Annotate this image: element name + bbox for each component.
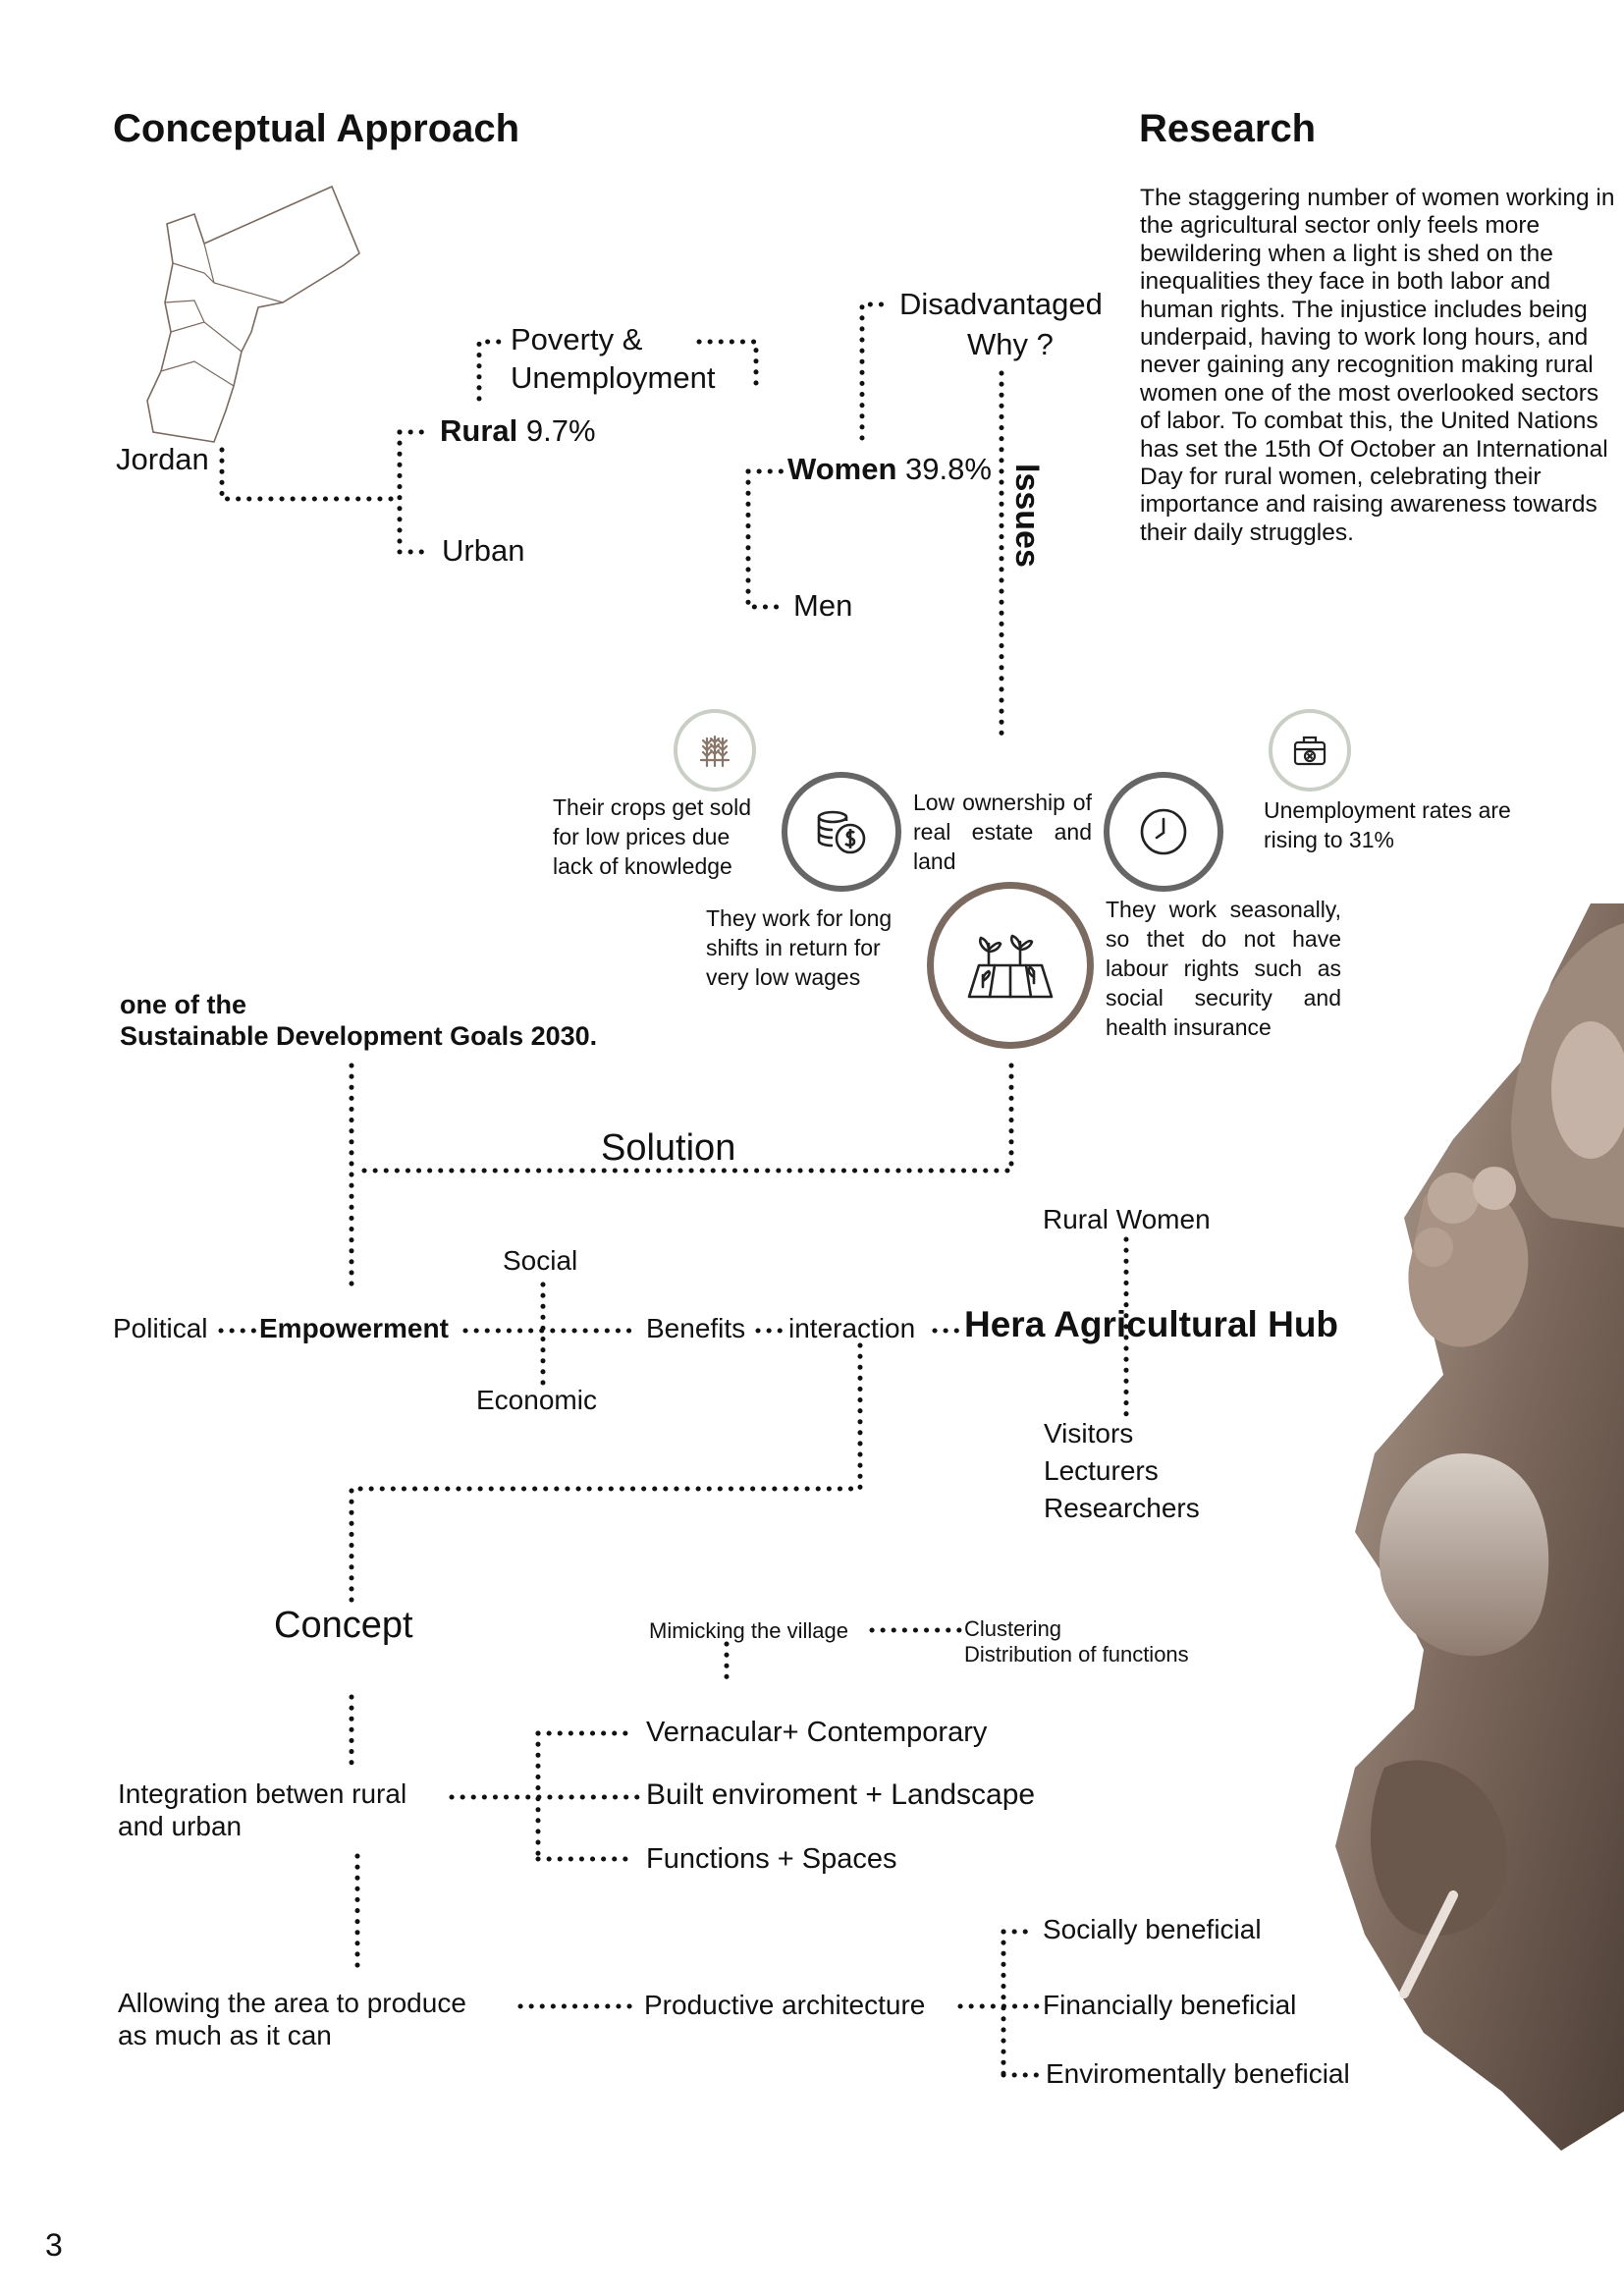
- issue-ownership-text: Low ownership of real estate and land: [913, 790, 1092, 874]
- woman-farmer-photo: [1129, 903, 1624, 2180]
- allowing-line2: as much as it can: [118, 2020, 332, 2050]
- issue-crops-text: Their crops get sold for low prices due lack of knowledge: [553, 794, 751, 879]
- issue-unemployment-text: Unemployment rates are rising to 31%: [1264, 797, 1511, 852]
- conceptual-approach-heading: Conceptual Approach: [113, 107, 520, 150]
- research-heading: Research: [1139, 107, 1317, 150]
- distribution-label: Distribution of functions: [964, 1642, 1189, 1667]
- rural-percentage: 9.7%: [525, 413, 596, 448]
- built-environment-label: Built enviroment + Landscape: [646, 1778, 1036, 1811]
- research-text: The staggering number of women working in the agricultural sector only feels more bewildering when a light is shed on the inequalities they face in both labor and human rights. The injustice includes being underpaid, having to work long hours, and never gaining any recognition making rural women one of the most overlooked sectors of labor. To combat this, the United Nations has set the 15th Of October an International Day for rural women, celebrating their importance and raising awareness towards their daily struggles.: [1140, 185, 1615, 546]
- researchers-label: Researchers: [1044, 1493, 1200, 1523]
- benefits-label: Benefits: [646, 1313, 746, 1343]
- hera-hub-label: Hera Agricultural Hub: [964, 1304, 1339, 1344]
- wheat-icon: [674, 709, 756, 792]
- women-label: Women: [787, 452, 897, 486]
- poverty-line2: Unemployment: [511, 360, 716, 395]
- urban-label: Urban: [442, 533, 525, 568]
- integration-line2: and urban: [118, 1811, 243, 1841]
- social-label: Social: [503, 1245, 578, 1276]
- rural-label: Rural: [440, 413, 518, 448]
- socially-beneficial-label: Socially beneficial: [1043, 1914, 1262, 1944]
- issue-seasonal-text: They work seasonally, so thet do not have labour rights such as social security and health insurance: [1106, 897, 1341, 1040]
- issue-wages-text: They work for long shifts in return for very low wages: [706, 905, 893, 990]
- coins-icon: [782, 772, 901, 892]
- sdg-line2: Sustainable Development Goals 2030.: [120, 1021, 598, 1051]
- line-jordan-stem: [222, 450, 400, 499]
- integration-line1: Integration betwen rural: [118, 1778, 407, 1809]
- issues-label: Issues: [1008, 464, 1046, 568]
- sdg-line1: one of the: [120, 990, 246, 1019]
- empowerment-label: Empowerment: [259, 1313, 449, 1343]
- jordan-label: Jordan: [116, 442, 209, 476]
- men-label: Men: [793, 588, 853, 623]
- mimicking-label: Mimicking the village: [649, 1618, 848, 1643]
- lecturers-label: Lecturers: [1044, 1455, 1159, 1486]
- line-hub-to-concept: [352, 1345, 860, 1606]
- rural-women-label: Rural Women: [1043, 1204, 1211, 1234]
- clustering-label: Clustering: [964, 1616, 1062, 1641]
- financially-beneficial-label: Financially beneficial: [1043, 1990, 1297, 2020]
- poverty-line1: Poverty &: [511, 322, 643, 356]
- women-row: [787, 452, 992, 487]
- productive-architecture-label: Productive architecture: [644, 1990, 926, 2020]
- field-plants-icon: [927, 882, 1094, 1049]
- line-women-to-disadvantaged: [862, 304, 892, 438]
- functions-spaces-label: Functions + Spaces: [646, 1843, 897, 1875]
- vernacular-label: Vernacular+ Contemporary: [646, 1717, 988, 1748]
- line-to-men: [748, 471, 785, 607]
- concept-heading: Concept: [274, 1605, 413, 1646]
- disadvantaged-label: Disadvantaged: [899, 287, 1103, 321]
- line-rural-to-poverty: [479, 342, 506, 399]
- briefcase-icon: [1269, 709, 1351, 792]
- allowing-line1: Allowing the area to produce: [118, 1988, 466, 2018]
- political-label: Political: [113, 1313, 208, 1343]
- page-number: 3: [45, 2227, 63, 2263]
- why-label: Why ?: [967, 327, 1054, 361]
- visitors-label: Visitors: [1044, 1418, 1134, 1449]
- jordan-map-icon: [135, 185, 363, 450]
- rural-row: [440, 413, 596, 449]
- economic-label: Economic: [476, 1385, 597, 1415]
- interaction-label: interaction: [788, 1313, 916, 1343]
- clock-icon: [1104, 772, 1223, 892]
- environmentally-beneficial-label: Enviromentally beneficial: [1046, 2058, 1350, 2089]
- women-percentage: 39.8%: [905, 452, 992, 486]
- solution-heading: Solution: [601, 1127, 736, 1169]
